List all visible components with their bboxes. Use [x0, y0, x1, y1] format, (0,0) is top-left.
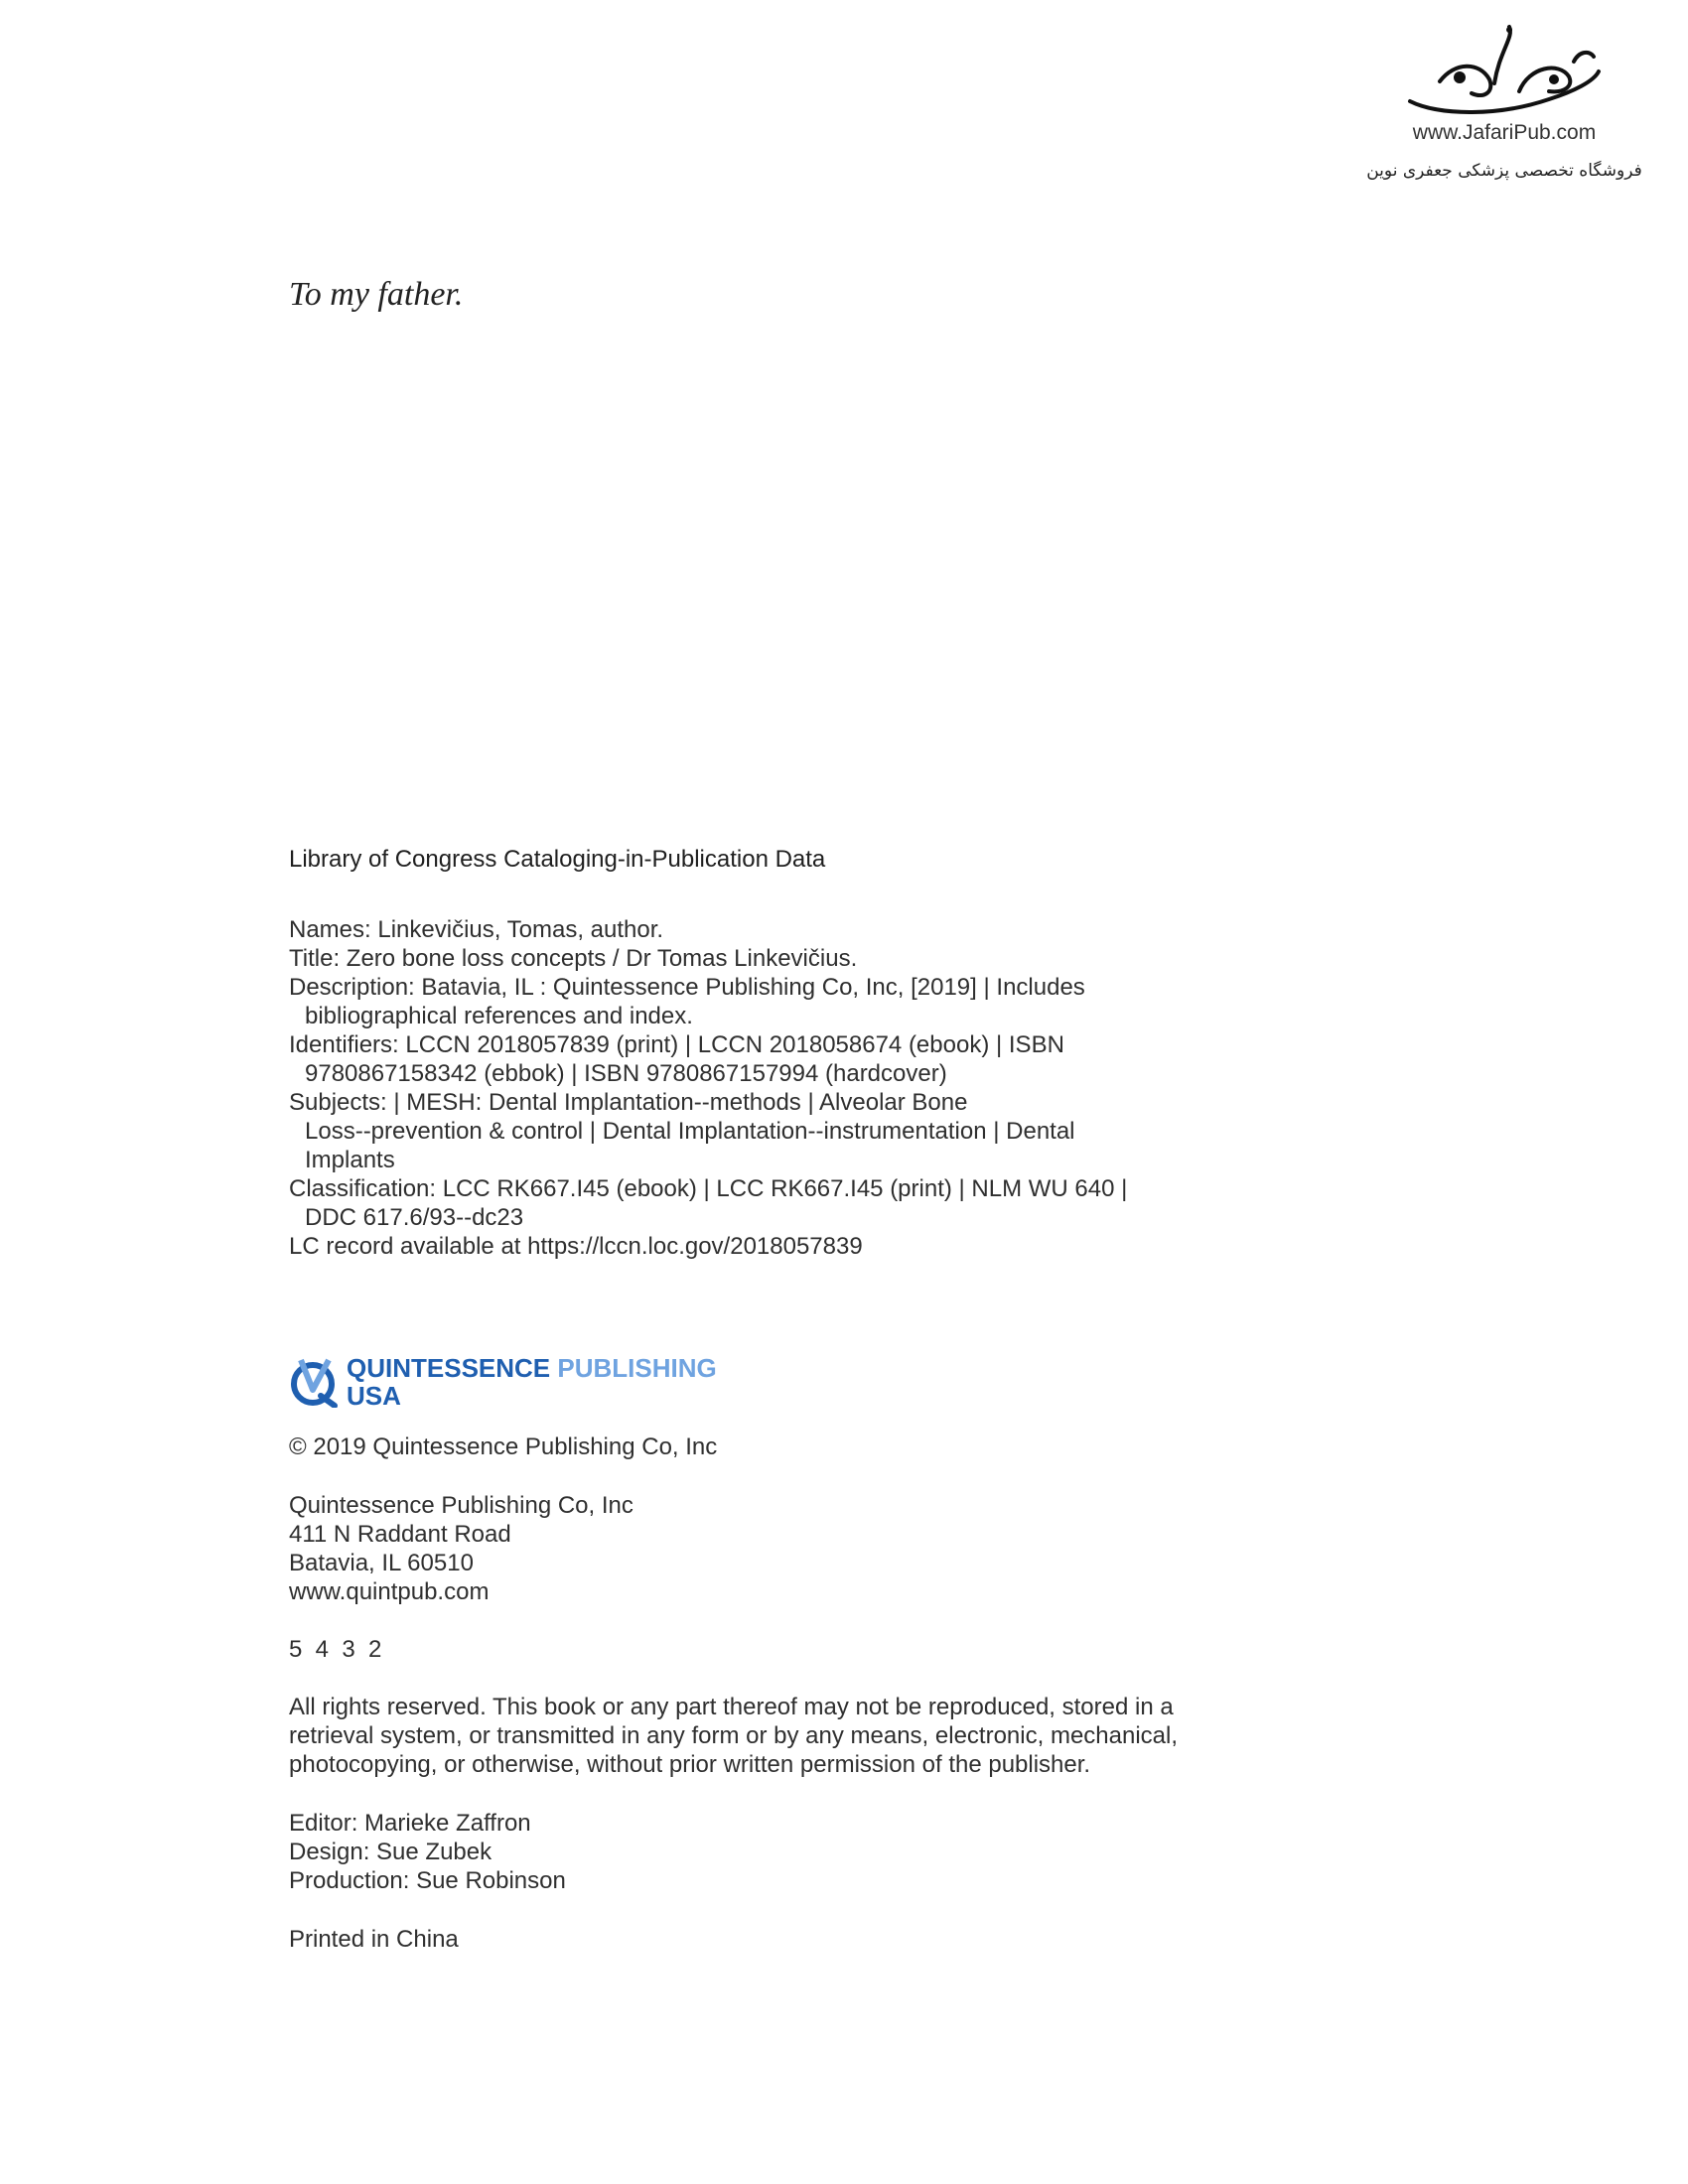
printing-line: 5 4 3 2 [289, 1636, 382, 1663]
cip-data [289, 915, 1202, 1261]
address-name: Quintessence Publishing Co, Inc [289, 1492, 633, 1519]
address-web: www.quintpub.com [289, 1578, 490, 1605]
logo-wordmark [347, 1354, 717, 1382]
address-city: Batavia, IL 60510 [289, 1550, 474, 1576]
cip-lc-record: LC record available at https://lccn.loc.gov/2018057839 [289, 1233, 863, 1260]
quintessence-logo [289, 1354, 736, 1414]
cip-classification: Classification: LCC RK667.I45 (ebook) | LCC RK667.I45 (print) | NLM WU 640 | DDC 617.6/93--dc23 [289, 1175, 1128, 1231]
logo-word-usa: USA [347, 1381, 401, 1411]
credits [289, 1809, 1262, 1895]
credit-design: Design: Sue Zubek [289, 1839, 492, 1865]
copyright: © 2019 Quintessence Publishing Co, Inc [289, 1433, 718, 1460]
publisher-address [289, 1491, 1262, 1606]
jafari-calligraphy-logo-icon [1400, 22, 1609, 131]
logo-word-quintessence: QUINTESSENCE [347, 1353, 551, 1383]
quintessence-q-icon [289, 1356, 341, 1408]
address-street: 411 N Raddant Road [289, 1521, 511, 1548]
printed-in: Printed in China [289, 1926, 459, 1953]
watermark [1355, 22, 1653, 191]
cip-description: Description: Batavia, IL : Quintessence Publishing Co, Inc, [2019] | Includes bibliographical references and index. [289, 974, 1085, 1029]
logo-word-publishing: PUBLISHING [557, 1353, 717, 1383]
watermark-url: www.JafariPub.com [1412, 121, 1597, 144]
cip-subjects: Subjects: | MESH: Dental Implantation--methods | Alveolar Bone Loss--prevention & control | Dental Implantation--instrumentation | Dental Implants [289, 1089, 1075, 1173]
dedication: To my father. [289, 276, 464, 313]
cip-title: Title: Zero bone loss concepts / Dr Tomas Linkevičius. [289, 945, 858, 972]
credit-editor: Editor: Marieke Zaffron [289, 1810, 531, 1837]
rights-statement: All rights reserved. This book or any part thereof may not be reproduced, stored in a retrieval system, or transmitted in any form or by any means, electronic, mechanical, photocopying, or otherwise, without prior written permission of the publisher. [289, 1694, 1179, 1778]
cip-identifiers: Identifiers: LCCN 2018057839 (print) | LCCN 2018058674 (ebook) | ISBN 9780867158342 (ebbok) | ISBN 9780867157994 (hardcover) [289, 1031, 1064, 1087]
watermark-tagline: فروشگاه تخصصی پزشکی جعفری نوین [1366, 161, 1642, 181]
cip-names: Names: Linkevičius, Tomas, author. [289, 916, 664, 943]
cip-heading: Library of Congress Cataloging-in-Publication Data [289, 846, 826, 873]
credit-production: Production: Sue Robinson [289, 1867, 566, 1894]
